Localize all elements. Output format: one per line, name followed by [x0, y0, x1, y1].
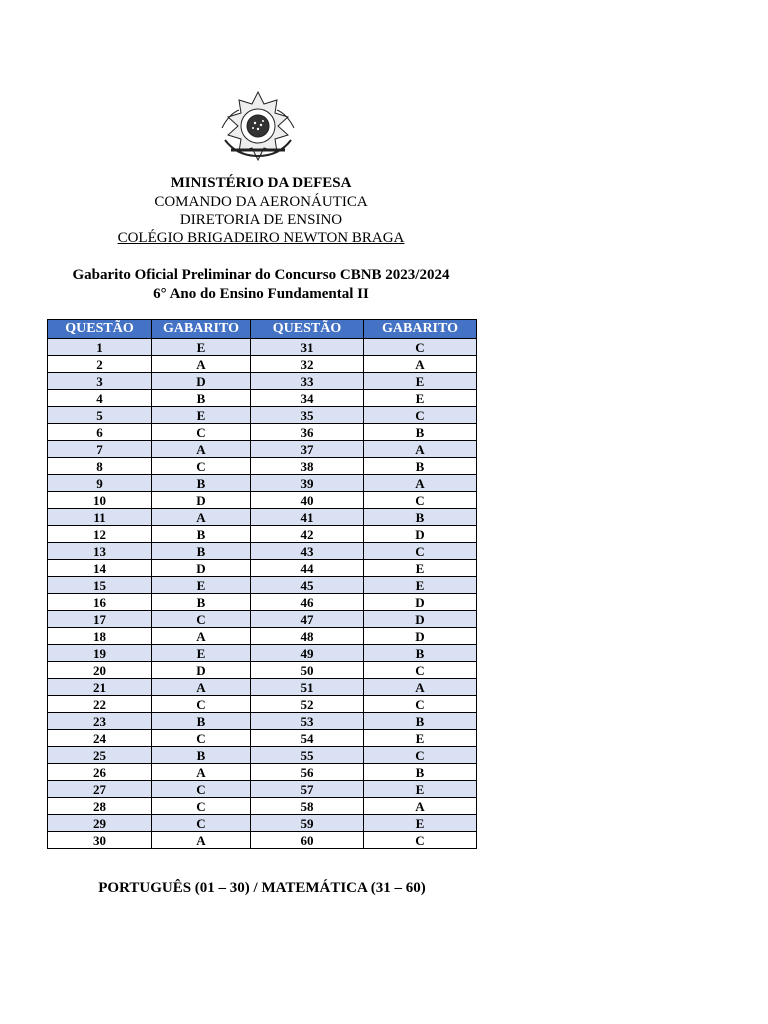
cell-gabarito: A — [152, 356, 251, 373]
cell-gabarito: C — [152, 798, 251, 815]
cell-questao: 52 — [251, 696, 364, 713]
cell-questao: 59 — [251, 815, 364, 832]
header-questao-1: QUESTÃO — [48, 320, 152, 339]
cell-questao: 35 — [251, 407, 364, 424]
header-gabarito-1: GABARITO — [152, 320, 251, 339]
cell-questao: 15 — [48, 577, 152, 594]
cell-questao: 51 — [251, 679, 364, 696]
table-row — [48, 560, 477, 577]
header-gabarito-2: GABARITO — [364, 320, 477, 339]
cell-questao: 18 — [48, 628, 152, 645]
cell-gabarito: B — [152, 390, 251, 407]
table-row — [48, 356, 477, 373]
directorate-name: DIRETORIA DE ENSINO — [179, 212, 343, 228]
cell-questao: 21 — [48, 679, 152, 696]
table-row — [48, 645, 477, 662]
cell-gabarito: C — [364, 492, 477, 509]
cell-gabarito: B — [152, 526, 251, 543]
cell-questao: 54 — [251, 730, 364, 747]
cell-questao: 34 — [251, 390, 364, 407]
table-row — [48, 628, 477, 645]
cell-questao: 55 — [251, 747, 364, 764]
cell-gabarito: A — [364, 679, 477, 696]
cell-gabarito: B — [152, 594, 251, 611]
cell-questao: 25 — [48, 747, 152, 764]
cell-questao: 60 — [251, 832, 364, 849]
cell-gabarito: B — [152, 747, 251, 764]
cell-questao: 23 — [48, 713, 152, 730]
table-row — [48, 713, 477, 730]
table-row — [48, 543, 477, 560]
cell-gabarito: C — [152, 458, 251, 475]
cell-questao: 40 — [251, 492, 364, 509]
cell-gabarito: E — [364, 390, 477, 407]
cell-questao: 26 — [48, 764, 152, 781]
cell-questao: 43 — [251, 543, 364, 560]
cell-gabarito: E — [364, 373, 477, 390]
answer-key-table — [47, 319, 477, 849]
table-row — [48, 815, 477, 832]
cell-gabarito: C — [364, 543, 477, 560]
cell-gabarito: D — [364, 611, 477, 628]
cell-questao: 42 — [251, 526, 364, 543]
table-row — [48, 662, 477, 679]
cell-gabarito: C — [364, 747, 477, 764]
cell-gabarito: A — [152, 764, 251, 781]
table-row — [48, 475, 477, 492]
cell-questao: 13 — [48, 543, 152, 560]
cell-questao: 8 — [48, 458, 152, 475]
cell-gabarito: E — [364, 730, 477, 747]
cell-gabarito: B — [364, 645, 477, 662]
table-row — [48, 339, 477, 356]
cell-gabarito: B — [152, 475, 251, 492]
cell-gabarito: B — [364, 458, 477, 475]
cell-gabarito: C — [364, 407, 477, 424]
ministry-name: MINISTÉRIO DA DEFESA — [170, 175, 352, 191]
cell-gabarito: D — [364, 628, 477, 645]
table-row — [48, 424, 477, 441]
cell-gabarito: D — [152, 373, 251, 390]
table-row — [48, 577, 477, 594]
cell-questao: 33 — [251, 373, 364, 390]
cell-gabarito: C — [364, 696, 477, 713]
cell-questao: 31 — [251, 339, 364, 356]
cell-questao: 20 — [48, 662, 152, 679]
cell-gabarito: E — [364, 815, 477, 832]
cell-questao: 3 — [48, 373, 152, 390]
cell-questao: 19 — [48, 645, 152, 662]
cell-questao: 36 — [251, 424, 364, 441]
cell-questao: 1 — [48, 339, 152, 356]
cell-questao: 49 — [251, 645, 364, 662]
brasao-republica-icon — [217, 90, 299, 162]
cell-gabarito: A — [364, 798, 477, 815]
table-row — [48, 458, 477, 475]
cell-gabarito: A — [152, 679, 251, 696]
table-row — [48, 611, 477, 628]
cell-gabarito: B — [152, 543, 251, 560]
cell-gabarito: C — [364, 832, 477, 849]
cell-questao: 17 — [48, 611, 152, 628]
table-row — [48, 526, 477, 543]
cell-gabarito: D — [152, 560, 251, 577]
table-row — [48, 441, 477, 458]
cell-questao: 4 — [48, 390, 152, 407]
cell-questao: 39 — [251, 475, 364, 492]
cell-gabarito: C — [152, 611, 251, 628]
cell-gabarito: E — [152, 645, 251, 662]
cell-gabarito: C — [364, 339, 477, 356]
cell-questao: 48 — [251, 628, 364, 645]
subject-ranges-note: PORTUGUÊS (01 – 30) / MATEMÁTICA (31 – 60) — [98, 880, 426, 896]
table-row — [48, 747, 477, 764]
cell-gabarito: B — [364, 424, 477, 441]
cell-gabarito: A — [152, 509, 251, 526]
cell-gabarito: A — [152, 832, 251, 849]
cell-questao: 14 — [48, 560, 152, 577]
cell-questao: 30 — [48, 832, 152, 849]
document-subtitle: 6° Ano do Ensino Fundamental II — [153, 286, 369, 302]
table-header-row — [48, 320, 477, 339]
table-row — [48, 781, 477, 798]
cell-gabarito: D — [152, 492, 251, 509]
school-name: COLÉGIO BRIGADEIRO NEWTON BRAGA — [117, 230, 405, 246]
cell-gabarito: B — [364, 509, 477, 526]
cell-questao: 44 — [251, 560, 364, 577]
cell-gabarito: E — [364, 577, 477, 594]
table-row — [48, 764, 477, 781]
cell-gabarito: E — [152, 577, 251, 594]
header-questao-2: QUESTÃO — [251, 320, 364, 339]
cell-questao: 38 — [251, 458, 364, 475]
table-row — [48, 594, 477, 611]
cell-gabarito: A — [364, 475, 477, 492]
cell-questao: 37 — [251, 441, 364, 458]
cell-questao: 45 — [251, 577, 364, 594]
cell-gabarito: C — [152, 424, 251, 441]
cell-gabarito: D — [152, 662, 251, 679]
cell-questao: 24 — [48, 730, 152, 747]
cell-questao: 28 — [48, 798, 152, 815]
cell-gabarito: C — [152, 730, 251, 747]
cell-gabarito: E — [152, 407, 251, 424]
cell-questao: 9 — [48, 475, 152, 492]
cell-questao: 57 — [251, 781, 364, 798]
table-row — [48, 407, 477, 424]
cell-questao: 56 — [251, 764, 364, 781]
cell-questao: 5 — [48, 407, 152, 424]
table-row — [48, 509, 477, 526]
cell-questao: 29 — [48, 815, 152, 832]
cell-gabarito: D — [364, 526, 477, 543]
table-row — [48, 832, 477, 849]
cell-gabarito: E — [152, 339, 251, 356]
cell-questao: 6 — [48, 424, 152, 441]
cell-gabarito: A — [364, 356, 477, 373]
command-name: COMANDO DA AERONÁUTICA — [154, 194, 368, 210]
cell-questao: 10 — [48, 492, 152, 509]
table-row — [48, 696, 477, 713]
cell-questao: 41 — [251, 509, 364, 526]
cell-questao: 50 — [251, 662, 364, 679]
cell-questao: 11 — [48, 509, 152, 526]
cell-questao: 7 — [48, 441, 152, 458]
cell-gabarito: B — [152, 713, 251, 730]
cell-questao: 2 — [48, 356, 152, 373]
table-row — [48, 390, 477, 407]
cell-gabarito: C — [152, 815, 251, 832]
cell-questao: 47 — [251, 611, 364, 628]
table-row — [48, 492, 477, 509]
cell-gabarito: D — [364, 594, 477, 611]
cell-gabarito: C — [152, 696, 251, 713]
cell-questao: 16 — [48, 594, 152, 611]
cell-questao: 22 — [48, 696, 152, 713]
table-row — [48, 679, 477, 696]
cell-questao: 58 — [251, 798, 364, 815]
cell-gabarito: C — [152, 781, 251, 798]
table-row — [48, 373, 477, 390]
cell-gabarito: E — [364, 781, 477, 798]
cell-questao: 27 — [48, 781, 152, 798]
cell-gabarito: B — [364, 713, 477, 730]
table-row — [48, 798, 477, 815]
cell-questao: 53 — [251, 713, 364, 730]
cell-questao: 32 — [251, 356, 364, 373]
cell-gabarito: B — [364, 764, 477, 781]
cell-gabarito: A — [152, 628, 251, 645]
cell-gabarito: A — [152, 441, 251, 458]
table-row — [48, 730, 477, 747]
cell-questao: 46 — [251, 594, 364, 611]
cell-gabarito: E — [364, 560, 477, 577]
document-title: Gabarito Oficial Preliminar do Concurso CBNB 2023/2024 — [72, 267, 450, 283]
cell-gabarito: A — [364, 441, 477, 458]
cell-gabarito: C — [364, 662, 477, 679]
cell-questao: 12 — [48, 526, 152, 543]
